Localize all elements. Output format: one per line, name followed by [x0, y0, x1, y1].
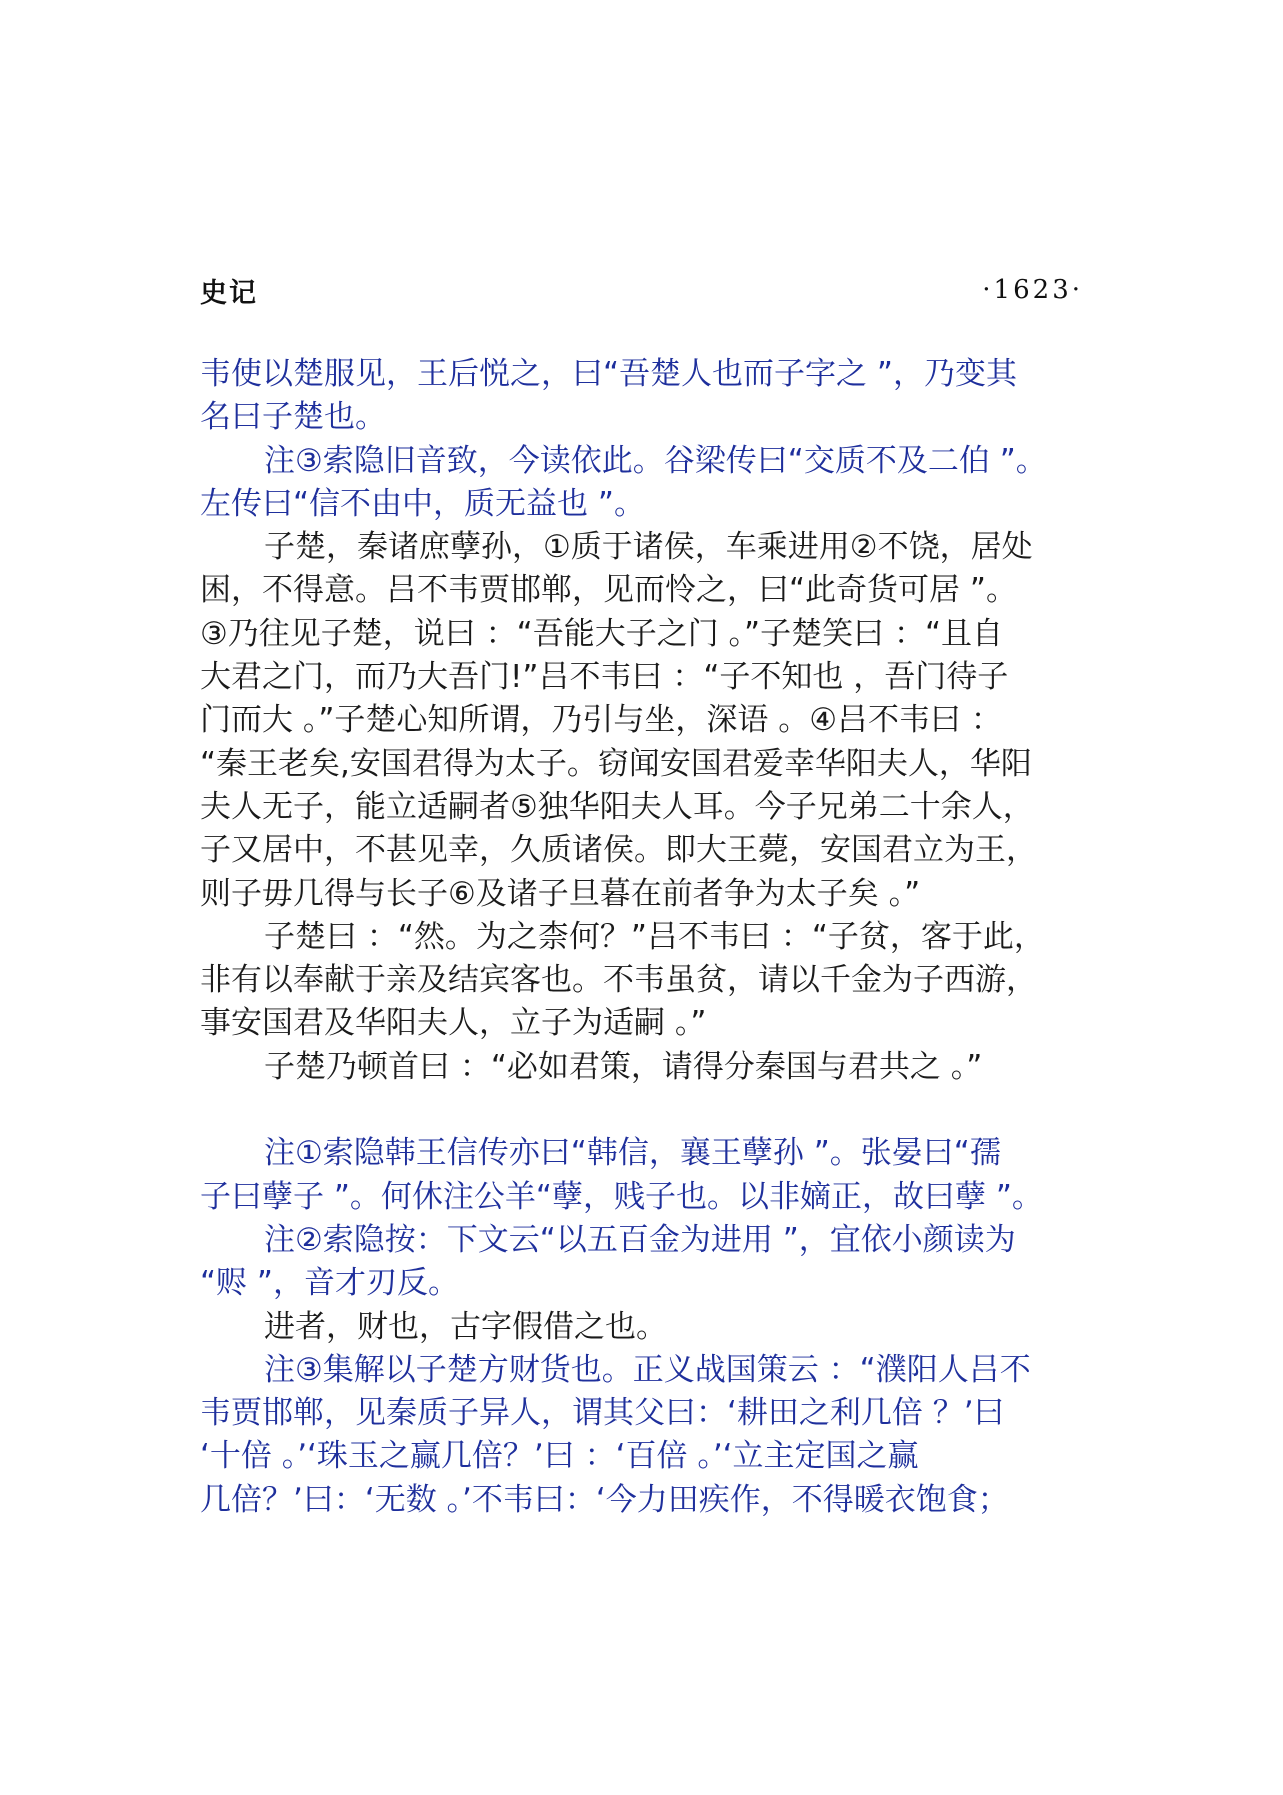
text-line: 门而大 。”子楚心知所谓，乃引与坐，深语 。④吕不韦曰 ： — [200, 702, 1002, 739]
text-line: 几倍？’曰：‘无数 。’不韦曰：‘今力田疾作，不得暖衣饱食； — [200, 1481, 1009, 1518]
text-line: 注③集解以子楚方财货也。正义战国策云 ：“濮阳人吕不 — [264, 1351, 1031, 1388]
note-paragraph — [200, 1219, 1100, 1306]
page-body — [200, 353, 1100, 1522]
note-paragraph — [200, 1132, 1100, 1219]
text-line: 韦使以楚服见，王后悦之，曰“吾楚人也而子字之 ”，乃变其 — [200, 356, 1017, 392]
note-paragraph — [200, 1349, 1100, 1522]
text-line: 子楚乃顿首曰 ：“必如君策，请得分秦国与君共之 。” — [264, 1048, 983, 1085]
text-line: 大君之门，而乃大吾门!”吕不韦曰 ：“子不知也 ，吾门待子 — [200, 659, 1009, 696]
text-line: 注③索隐旧音致，今读依此。谷梁传曰“交质不及二伯 ”。 — [264, 442, 1047, 479]
text-line: 子又居中，不甚见幸，久质诸侯。即大王薨，安国君立为王， — [200, 832, 1037, 869]
text-line: 名曰子楚也。 — [200, 399, 386, 436]
main-paragraph — [200, 1046, 1100, 1089]
note-paragraph — [200, 440, 1100, 527]
text-line: 夫人无子，能立适嗣者⑤独华阳夫人耳。今子兄弟二十余人， — [200, 788, 1034, 825]
page-header — [200, 270, 1083, 310]
text-line: “赆 ”，音才刃反。 — [200, 1265, 459, 1302]
text-line: ‘十倍 。’‘珠玉之赢几倍？’曰 ：‘百倍 。’‘立主定国之赢 — [200, 1438, 919, 1475]
book-title: 史记 — [200, 277, 258, 309]
text-line: 子楚曰 ：“然。为之柰何？”吕不韦曰 ：“子贫，客于此， — [264, 918, 1045, 955]
paragraph-gap — [200, 1089, 1100, 1132]
main-paragraph — [200, 526, 1100, 916]
main-paragraph — [200, 916, 1100, 1046]
text-line: 注①索隐韩王信传亦曰“韩信，襄王孽孙 ”。张晏曰“孺 — [264, 1135, 1001, 1172]
page-number: ·1623· — [982, 275, 1083, 305]
text-line: 困，不得意。吕不韦贾邯郸，见而怜之，曰“此奇货可居 ”。 — [200, 572, 1017, 609]
text-line: 非有以奉献于亲及结宾客也。不韦虽贫，请以千金为子西游， — [200, 962, 1037, 999]
text-line: 左传曰“信不由中，质无益也 ”。 — [200, 485, 645, 522]
text-line: 事安国君及华阳夫人，立子为适嗣 。” — [200, 1005, 707, 1042]
paragraph-continuation — [200, 353, 1100, 440]
text-line: 韦贾邯郸，见秦质子异人，谓其父曰：‘耕田之利几倍 ？’曰 — [200, 1395, 1005, 1432]
text-line: 子楚，秦诸庶孽孙，①质于诸侯，车乘进用②不饶，居处 — [264, 529, 1033, 566]
text-line: 则子毋几得与长子⑥及诸子旦暮在前者争为太子矣 。” — [200, 875, 921, 912]
main-paragraph — [200, 1306, 1100, 1349]
text-line: “秦王老矣,安国君得为太子。窃闻安国君爱幸华阳夫人，华阳 — [200, 745, 1032, 782]
text-line: 进者，财也，古字假借之也。 — [264, 1308, 667, 1345]
text-line: 子曰孽子 ”。何休注公羊“孽，贱子也。以非嫡正，故曰孽 ”。 — [200, 1178, 1043, 1215]
text-line: ③乃往见子楚，说曰 ：“吾能大子之门 。”子楚笑曰 ：“且自 — [200, 615, 1004, 652]
text-line: 注②索隐按：下文云“以五百金为进用 ”，宜依小颜读为 — [264, 1221, 1016, 1258]
